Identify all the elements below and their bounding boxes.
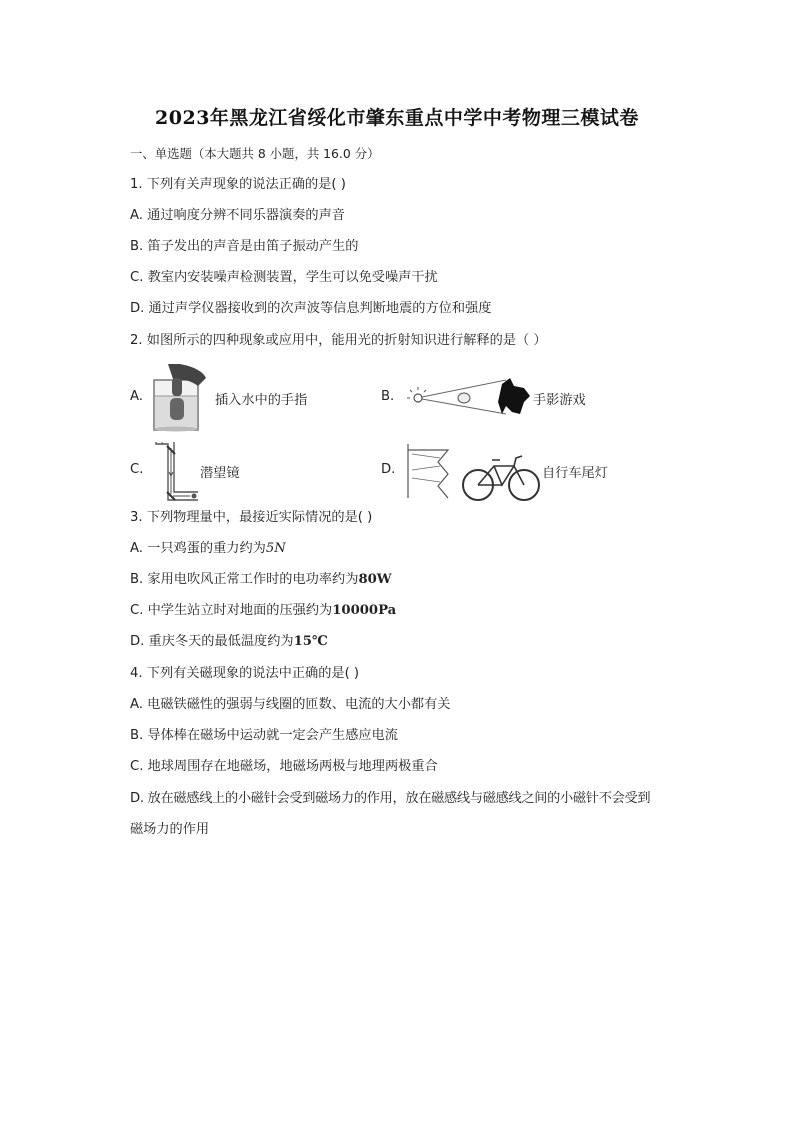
q4-option-b: B. 导体棒在磁场中运动就一定会产生感应电流 — [130, 728, 398, 743]
q3-option-c-value: 10000Pa — [332, 603, 397, 618]
q4-option-a: A. 电磁铁磁性的强弱与线圈的匝数、电流的大小都有关 — [130, 697, 451, 712]
q2-option-a-caption: 插入水中的手指 — [215, 393, 308, 408]
q4-option-d-continuation: 磁场力的作用 — [130, 822, 210, 837]
q1-option-b: B. 笛子发出的声音是由笛子振动产生的 — [130, 239, 359, 254]
bicycle-tail-light-image — [404, 440, 544, 502]
q4-option-c: C. 地球周围存在地磁场，地磁场两极与地理两极重合 — [130, 759, 438, 774]
q3-option-b-value: 80W — [358, 572, 392, 587]
q3-option-d-value: 15℃ — [293, 634, 328, 649]
q3-option-a — [130, 540, 286, 558]
shadow-play-image — [402, 376, 532, 418]
q1-option-c: C. 教室内安装噪声检测装置，学生可以免受噪声干扰 — [130, 270, 438, 285]
q3-option-c — [130, 602, 396, 620]
question-2-stem: 2. 如图所示的四种现象或应用中，能用光的折射知识进行解释的是（ ） — [130, 333, 547, 348]
question-3-stem: 3. 下列物理量中，最接近实际情况的是( ) — [130, 510, 373, 525]
section-heading: 一、单选题（本大题共 8 小题，共 16.0 分） — [130, 146, 380, 161]
q3-option-a-value: 5N — [265, 541, 286, 556]
q1-option-a: A. 通过响度分辨不同乐器演奏的声音 — [130, 208, 345, 223]
q4-option-d: D. 放在磁感线上的小磁针会受到磁场力的作用，放在磁感线与磁感线之间的小磁针不会受到 — [130, 791, 651, 806]
q3-option-d-text: D. 重庆冬天的最低温度约为 — [130, 634, 294, 649]
q2-option-d-caption: 自行车尾灯 — [542, 466, 608, 481]
q2-option-b-caption: 手影游戏 — [533, 393, 586, 408]
exam-title: 2023年黑龙江省绥化市肇东重点中学中考物理三模试卷 — [155, 107, 639, 129]
q2-option-b-letter: B. — [381, 389, 395, 404]
question-1-stem: 1. 下列有关声现象的说法正确的是( ) — [130, 177, 346, 192]
q3-option-b — [130, 571, 392, 589]
q2-option-d-letter: D. — [381, 462, 396, 477]
q3-option-d — [130, 633, 328, 651]
question-4-stem: 4. 下列有关磁现象的说法中正确的是( ) — [130, 666, 360, 681]
q2-option-c-caption: 潜望镜 — [200, 466, 240, 481]
q3-option-a-text: A. 一只鸡蛋的重力约为 — [130, 541, 266, 556]
q3-option-c-text: C. 中学生站立时对地面的压强约为 — [130, 603, 333, 618]
finger-in-water-image — [150, 364, 210, 432]
q1-option-d: D. 通过声学仪器接收到的次声波等信息判断地震的方位和强度 — [130, 301, 492, 316]
periscope-image — [152, 440, 202, 504]
q2-option-c-letter: C. — [130, 462, 144, 477]
q3-option-b-text: B. 家用电吹风正常工作时的电功率约为 — [130, 572, 359, 587]
q2-option-a-letter: A. — [130, 389, 143, 404]
